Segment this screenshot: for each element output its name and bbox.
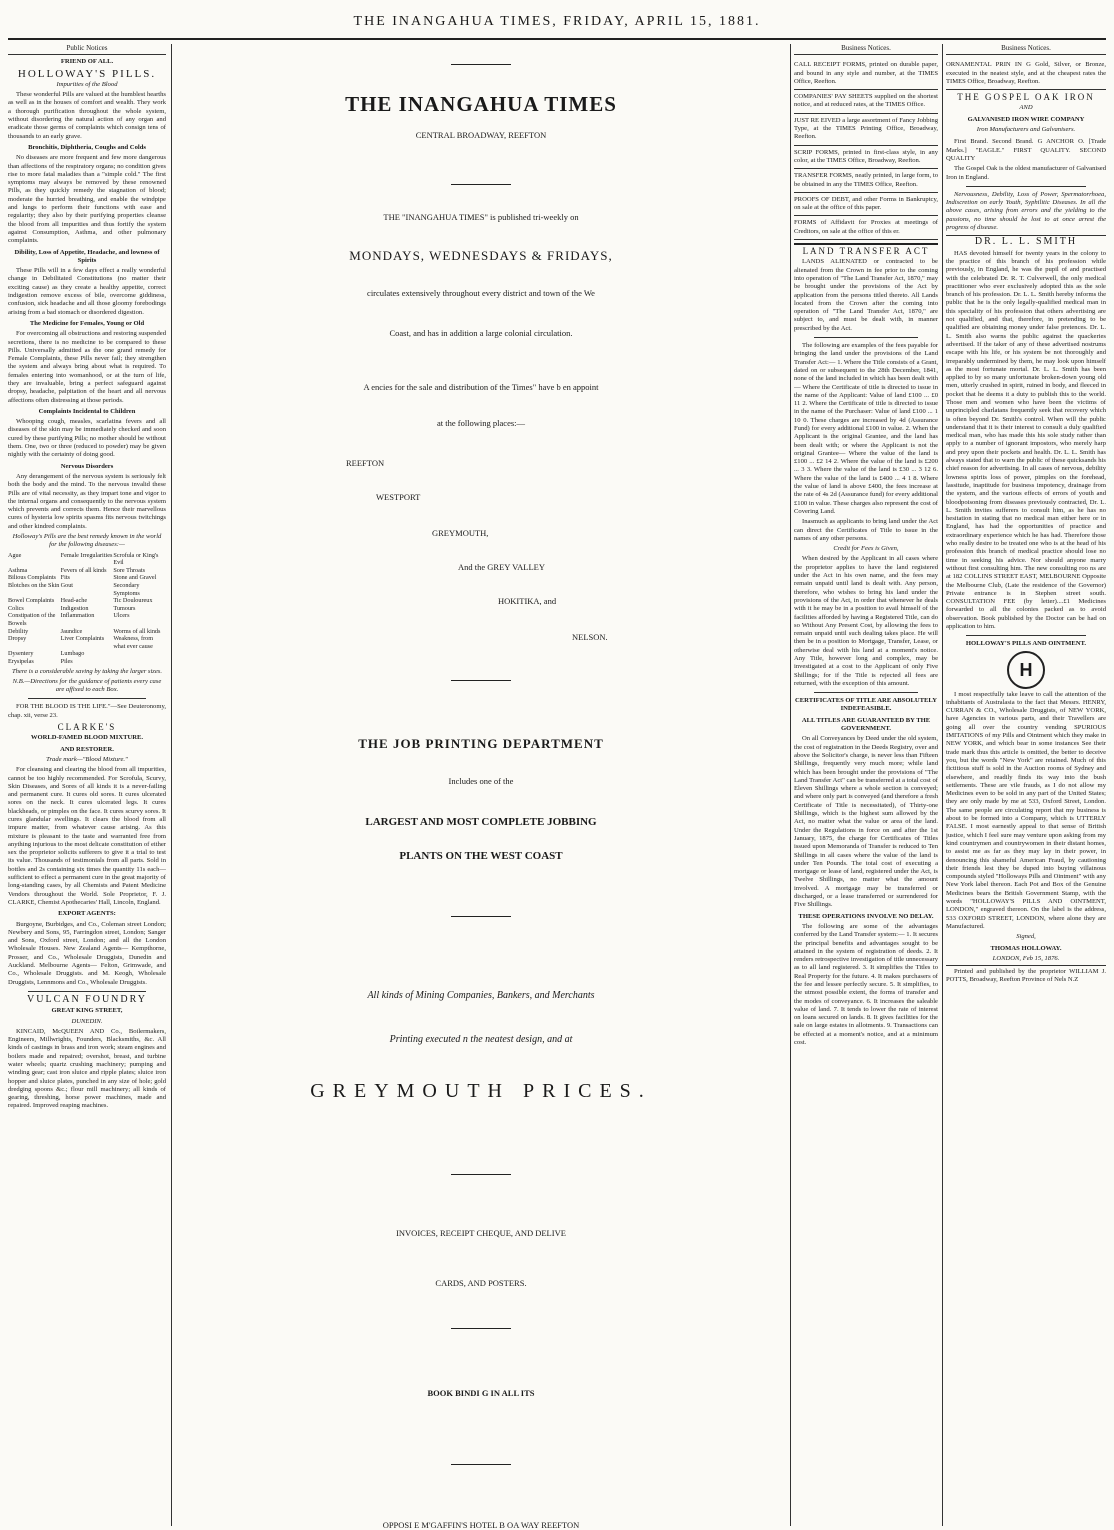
notices-list <box>794 58 938 240</box>
masthead-title: THE INANGAHUA TIMES, FRIDAY, APRIL 15, 1881. <box>353 14 761 29</box>
vulcan-heading: VULCAN FOUNDRY <box>27 993 147 1005</box>
signature: THOMAS HOLLOWAY. <box>990 944 1062 952</box>
place-reefton: REEFTON <box>346 458 385 468</box>
center-top-rule <box>451 64 511 65</box>
opposite-line: OPPOSI E M'GAFFIN'S HOTEL B OA WAY REEFTON <box>382 1520 580 1530</box>
separator <box>28 698 146 699</box>
place-westport: WESTPORT <box>376 492 421 502</box>
blood-life: FOR THE BLOOD IS THE LIFE."—See Deuteronomy, chap. xii, verse 23. <box>8 703 166 719</box>
operations-heading: THESE OPERATIONS INVOLVE NO DELAY. <box>798 912 934 920</box>
disease-item: Bowel Complaints <box>8 597 55 605</box>
ornamental-notice <box>946 58 1106 90</box>
bronchitis-heading: Bronchitis, Diphtheria, Coughs and Colds <box>28 143 146 151</box>
center-rule <box>451 1464 511 1465</box>
nervous-text: Any derangement of the nervous system is seriously felt both the body and the mind. To the nervous invalid these Pills are of vital necessity, as they impart tone and vigor to the internal organs and consequently to the nervous system which prevents and corrects them. Hence their marvellous cures of hysteria low spirits spasms fits nervous twitchings and other kindred complaints. <box>8 472 166 530</box>
disease-item: Asthma <box>8 566 28 574</box>
center-column <box>176 44 786 1530</box>
land-text: LANDS ALIENATED or contracted to be alienated from the Crown in fee prior to the coming into operation of "The Land Transfer Act, 1870," may be brought under the provisions of the Act by application from the persons titled thereto. All Lands located from the Crown after the coming into operation of "The Land Transfer Act, 1870," are subject to, and must be dealt with, in manner prescribed by the Act. <box>794 258 938 332</box>
left-column <box>8 44 166 1526</box>
diseases-table <box>8 552 166 666</box>
invoices-line: INVOICES, RECEIPT CHEQUE, AND DELIVE <box>396 1228 566 1238</box>
females-text: For overcoming all obstructions and restoring suspended secretions, there is no medicine to be compared to these Pills. Universally admitted as the one grand remedy for Female Complaints, these Pills never fail; they strengthen the system and always bring about what is required. To females entering into womanhood, or at the turn of life, they are invaluable, bring a perfect safeguard against dropsy, headache, palpitation of the heart and all nervous affections often distressing at those periods. <box>8 330 166 404</box>
disease-item: Bilious Complaints <box>8 574 56 582</box>
job-dept: THE JOB PRINTING DEPARTMENT <box>358 736 604 751</box>
center-address: CENTRAL BROADWAY, REEFTON <box>415 130 547 140</box>
disease-item: Head-ache <box>60 597 88 605</box>
disease-item: Colics <box>8 604 24 612</box>
gospel-and: AND <box>1019 104 1033 112</box>
center-title: THE INANGAHUA TIMES <box>345 92 617 116</box>
holloway-logo <box>946 651 1106 689</box>
separator <box>814 692 918 693</box>
signed: Signed, <box>1016 933 1036 941</box>
impurities-heading: Impurities of the Blood <box>56 80 118 88</box>
separator <box>966 186 1086 187</box>
greymouth-prices: GREYMOUTH PRICES. <box>310 1080 652 1102</box>
column-rule-1 <box>171 44 172 1526</box>
center-rule <box>451 184 511 185</box>
holloway-heading: HOLLOWAY'S PILLS. <box>17 67 157 80</box>
disease-item: Ague <box>8 551 22 559</box>
business-notice: TRANSFER FORMS, neatly printed, in large form, to be obtained in any the TIMES Office, Reefton. <box>794 169 938 193</box>
disease-item: Fevers of all kinds <box>60 566 107 574</box>
agents-text: Burgoyne, Burbidges, and Co., Coleman street London; Newbery and Sons, 95, Farringdon street, London; Sanger and Sons, Oxford street, London; and all the London Wholesale Houses. New Zealand Agents— Kempthorne, Prosser, and Co., Wholesale Druggists, Dunedin and Auckland. Melbourne Agents— Felton, Grimwade, and Co., Wholesale Druggists. and M. Keogh, Wholesale Druggists, Lennmons and Co., Wholesale Druggists. <box>8 920 166 986</box>
disease-item <box>113 650 166 658</box>
fourth-column-header: Business Notices. <box>946 44 1106 55</box>
nervous-heading: Nervous Disorders <box>60 462 114 470</box>
nervousness-text: Nervousness, Debility, Loss of Power, Spermatorrhoea, Indiscretion on early Youth, Syphilitic Diseases. In all the above cases, arising from errors and the yielding to the passions, no time should be lost to at once arrest the progress of disease. <box>946 190 1106 232</box>
disease-item: Weakness, from what ever cause <box>113 635 154 650</box>
guaranteed-heading: ALL TITLES ARE GUARANTEED BY THE GOVERNMENT. <box>801 716 931 733</box>
galvanised-line: GALVANISED IRON WIRE COMPANY <box>967 115 1085 123</box>
disease-item: Liver Complaints <box>60 635 105 643</box>
children-heading: Complaints Incidental to Children <box>38 407 136 415</box>
examples-text: The following are examples of the fees payable for bringing the land under the provisions of the Land Transfer Act:— 1. Where the Title consists of a Grant, dated on or subsequent to the 28th December, 1841, none of the land included in which has been dealt with— Where the Certificate of title is directed to issue in the name of the Applicant: Value of land £100 ... £0 11 2. Where the Certificate of title is directed to issue in the name of the Purchaser: Value of land £100 ... 1 10 0. These charges are increased by 4d (Assurance Fund) for every additional £100 in value. 2. When the Applicant is the original Grantee, and the land has been dealt with; or where the Applicant is not the original Grantee— Where the value of the land is £100 ... £2 14 2. Where the value of the land is £200 ... 3 3. Where the value of the land is £30 ... 3 12 6. Where the value of the land is £400 ... 4 1 8. Where the value of land is above £400, the fees increase at the rate of 4s 2d (Assurance fund) for every additional £100 in value. These charges also represent the cost of Covering Land. <box>794 342 938 515</box>
printing-line: Printing executed n the neatest design, and at <box>389 1034 573 1045</box>
disease-item: Piles <box>60 657 73 665</box>
center-rule <box>451 680 511 681</box>
considerable-saving: There is a considerable saving by taking the larger sizes. <box>11 667 163 675</box>
disease-item: Inflammation <box>60 612 95 620</box>
separator <box>28 991 146 992</box>
impurities-text: These wonderful Pills are valued at the humblest hearths as well as in the houses of comfort and wealth. They work a thorough purification throughout the whole system, without disordering the natural action of any organ and eradicate those germs of complaints which consign tens of thousands to an early grave. <box>8 91 166 140</box>
remedy-line: Holloway's Pills are the best remedy known in the world for the following diseases:— <box>12 533 162 549</box>
book-line: BOOK BINDI G IN ALL ITS <box>427 1388 535 1398</box>
imprint: Printed and published by the proprietor WILLIAM J. POTTS, Broadway, Reefton Province of Nels N.Z <box>946 965 1106 985</box>
cards-line: CARDS, AND POSTERS. <box>435 1278 527 1288</box>
certificates-heading: CERTIFICATES OF TITLE ARE ABSOLUTELY INDEFEASIBLE. <box>795 697 937 713</box>
brand-text: First Brand. Second Brand. G ANCHOR O. [Trade Marks.] "EAGLE." FIRST QUALITY. SECOND QUALITY <box>946 138 1106 162</box>
friend-heading: FRIEND OF ALL. <box>60 58 114 66</box>
coast-line: Coast, and has in addition a large colonial circulation. <box>389 328 573 338</box>
disease-item: Debility <box>8 627 29 635</box>
business-notice: SCRIP FORMS, printed in first-class style, in any color, at the TIMES Office, Broadway, Reefton. <box>794 146 938 170</box>
circulates-line: circulates extensively throughout every district and town of the We <box>367 288 595 298</box>
disease-item: Ulcers <box>113 612 130 620</box>
business-notice: COMPANIES' PAY SHEETS supplied on the shortest notice, and at reduced rates, at the TIMES Office. <box>794 90 938 114</box>
place-greymouth: GREYMOUTH, <box>432 528 489 538</box>
disease-item: Blotches on the Skin <box>8 582 60 589</box>
credit-text: When desired by the Applicant in all cases where the proprietor applies to have the land registered under the Act in his own name, and the fees may remain unpaid until land is dealt with. Any person, therefore, who wishes to bring his land under the provisions of the Act, in order that whenever he deals with it he may be in a position to avail himself of the facilities afforded by having a Registered Title, can do so Without Any Present Cost, by allowing the fees to remain unpaid until such dealing takes place. He will then be in a position to Mortgage, Transfer, Lease, or otherwise deal with his land at a moment's notice. Any Title, however long and complex, may be investigated at a cost to the Applicant of only Five Shillings; for if the Title is rejected all fees are returned, with the exception of this amount. <box>794 555 938 687</box>
masthead <box>0 0 1114 40</box>
business-notice: JUST RE EIVED a large assortment of Fancy Jobbing Type, at the TIMES Printing Office, Broadway, Reefton. <box>794 114 938 146</box>
debility-heading: Dibility, Loss of Appetite, Headache, and lowness of Spirits <box>14 248 160 264</box>
separator <box>966 635 1086 636</box>
disease-item: Constipation of the Bowels <box>8 612 56 627</box>
column-rule-3 <box>942 44 943 1526</box>
signature-date: LONDON, Feb 15, 1876. <box>992 954 1060 962</box>
smith-heading: DR. L. L. SMITH <box>946 235 1106 246</box>
kincaid-text: KINCAID, McQUEEN AND Co., Boilermakers, Engineers, Millwrights, Founders, Blacksmiths, &c. All kinds of castings in brass and iron work; steam engines and boilers made and repaired; overshot, breast, and turbine water wheels; quartz crushing machinery; pumping and winding gear; cast iron sluice and ripple plates; sluice iron hopper and sluice plates, punched in any size of hole; gold dredging spoons &c.; flour mill machinery; all kinds of gearing, threshing, horse power machines, made and repaired. Improved reaping machines. <box>8 1027 166 1110</box>
export-agents: EXPORT AGENTS: <box>58 910 116 918</box>
advantages-text: The following are some of the advantages conferred by the Land Transfer system:— 1. It secures the principal benefits and advantages sought to be attained in the system of registration of deeds. 2. It renders retrospective investigation of title unnecessary as to all land registered. 3. It simplifies the Titles to Real Property for the future. 4. It makes purchasers of the fee and lessee perfectly secure. 5. It simplifies, to the utmost possible extent, the forms of transfer and the modes of conveyance. 6. It increases the saleable value of land. 7. It tends to lower the rate of interest on loans secured on lands. 8. It gives facilities for the sale on large estates in allotments. 9. Transactions can be effected at a moment's notice, and at a minimum cost. <box>794 922 938 1047</box>
disease-item: Tic Douloureux <box>113 597 153 605</box>
separator <box>814 337 918 338</box>
clarkes-heading: CLARKE'S <box>57 722 117 733</box>
masthead-rule <box>8 38 1106 40</box>
left-column-header: Public Notices <box>8 44 166 55</box>
inasmuch-text: Inasmuch as applicants to bring land under the Act can direct the Certificates of Title to issue in the names of any other persons. <box>794 518 938 542</box>
holloway-logo-mark: H <box>1007 651 1045 689</box>
disease-item: Dysentery <box>8 650 34 658</box>
females-heading: The Medicine for Females, Young or Old <box>29 319 145 327</box>
business-notice: FORMS of Affidavit for Proxies at meetings of Creditors, on sale at the office of this er. <box>794 216 938 240</box>
debility-text: These Pills will in a few days effect a really wonderful change in Debilitated Constitutions (no matter their exciting cause) as they create a healthy appetite, correct indigestion remove excess of bile, overcome giddiness, confusion, sick headache and all those gloomy forebodings arising from a bad stomach or disordered digestion. <box>8 267 166 316</box>
disease-item <box>113 658 166 666</box>
agencies-line: A encies for the sale and distribution of the Times" have b en appoint <box>363 382 599 392</box>
holloway-pills-heading: HOLLOWAY'S PILLS AND OINTMENT. <box>965 640 1087 648</box>
published-line: THE "INANGAHUA TIMES" is published tri-weekly on <box>383 212 579 222</box>
manufacturers-line: Iron Manufacturers and Galvanisers. <box>976 126 1076 134</box>
place-nelson: NELSON. <box>572 632 608 642</box>
trade-mark: Trade mark—"Blood Mixture." <box>46 755 128 763</box>
disease-item: Sore Throats <box>113 566 146 574</box>
bronchitis-text: No diseases are more frequent and few more dangerous than affections of the respiratory organs; no condition gives rise to more fatal maladies than a "simple cold." The first symptoms may always be removed by these renowned Pills, as they quickly remedy the stagnation of blood; moderate the hurried breathing, and enable the windpipe and lungs to perform their functions with ease and regularity; they also by their purifying properties cleanse the blood from all impurities and thus fortify the system against Consumption, Asthma, and other pulmonary complaints. <box>8 154 166 245</box>
disease-item: Indigestion <box>60 604 89 612</box>
disease-item: Female Irregularities <box>60 551 113 559</box>
children-text: Whooping cough, measles, scarlatina fevers and all diseases of the skin may be immediately checked and soon cured by these purifying Pills; no mother should be without them. One, two or three (reduced to powder) may be given nightly with the certainty of doing good. <box>8 418 166 459</box>
third-column-header: Business Notices. <box>794 44 938 55</box>
places-line: at the following places:— <box>436 418 526 428</box>
holloway-pills-text: I most respectfully take leave to call the attention of the inhabitants of Australasia to the fact that Messrs. HENRY, CURRAN & CO., Wholesale Druggists, of NEW YORK, have Agencies in various parts, and their Travellers are going all over the country vending SPURIOUS IMITATIONS of my Pills and Ointment which they make in NEW YORK, and which bear in some instances See their trade mark thus this article is omitted, the better to deceive you, but the words "New York" are retained. Much of this fictitious stuff is sold in the Auction rooms of Sydney and elsewhere, and readily finds its way into the bush settlements. These are vile frauds, as I do not allow my Medicines even to be sold in any part of the United States; they are only made by me at 533, Oxford Street, London. The same people are circulating report that my business is about to be formed into a Company, which is UTTERLY FALSE. I most earnestly appeal to that sense of British justice, which I feel sure may venture upon asking from my kind countrymen and countrywomen in their distant homes, to assist me as far as they may lay in their power, in denouncing this shameful American Fraud, by cautioning their friends lest they be duped into buying villainous compounds styled "Holloways Pills and Ointment" with any New York label thereon. Each Pot and Box of the Genuine Medicines bears the British Government Stamp, with the words "HOLLOWAY'S PILLS AND OINTMENT, LONDON," engraved thereon. On the label is the address, 533 OXFORD STREET, LONDON, where alone they are Manufactured. <box>946 690 1106 930</box>
land-heading: LAND TRANSFER ACT <box>794 243 938 255</box>
guaranteed-text: On all Conveyances by Deed under the old system, the cost of registration in the Deeds Registry, over and above the Solicitor's charge, is never less than Fifteen Shillings, frequently very much more; while land which has been brought under the provisions of "The Land Transfer Act" can be transferred at a total cost of Eleven Shillings where a whole section is conveyed; and where only part is conveyed (and therefore a fresh Certificate of Title is necessitated), of Thirty-one Shillings, which is the highest sum allowed by the Act, no matter what the value or area of the land. Under the Regulations in force on and after the 1st January, 1875, the charge for Certificates of Titles issued upon Memoranda of Transfer is reduced to Ten Shillings in all cases where the value of the land is under Ten Pounds. The total cost of executing a mortgage or lease of land, registered under the Act, is Twelve Shillings, no matter what the amount involved. A mortgage may be transferred or discharged, or a lease transferred or surrendered for Five Shillings. <box>794 735 938 909</box>
disease-item: Secondary Symptoms <box>113 582 140 597</box>
disease-item: Erysipelas <box>8 657 34 665</box>
largest-line: LARGEST AND MOST COMPLETE JOBBING <box>365 816 597 828</box>
ornamental-text: ORNAMENTAL PRIN IN G Gold, Silver, or Bronze, executed in the neatest style, and at the cheapest rates the TIMES Office, Broadway, Reefton. <box>946 61 1106 85</box>
directions: N.B.—Directions for the guidance of patients every case are affixed to each Box. <box>12 677 162 694</box>
credit-heading: Credit for Fees is Given, <box>833 545 899 553</box>
disease-item: Stone and Gravel <box>113 574 157 582</box>
place-grey-valley: And the GREY VALLEY <box>458 562 545 572</box>
disease-item: Lumbago <box>60 650 85 658</box>
disease-item: Dropsy <box>8 635 27 643</box>
center-rule <box>451 1328 511 1329</box>
includes-line: Includes one of the <box>448 776 514 786</box>
disease-item: Gout <box>60 582 74 589</box>
gospel-note: The Gospel Oak is the oldest manufacturer of Galvanised Iron in England. <box>946 165 1106 181</box>
publication-days: MONDAYS, WEDNESDAYS & FRIDAYS, <box>349 248 613 263</box>
fourth-column <box>946 44 1106 1526</box>
disease-item: Worms of all kinds <box>113 627 161 635</box>
gospel-heading: THE GOSPEL OAK IRON <box>957 92 1095 103</box>
vulcan-city: DUNEDIN. <box>71 1017 103 1025</box>
vulcan-sub: GREAT KING STREET, <box>51 1007 123 1015</box>
plants-line: PLANTS ON THE WEST COAST <box>399 850 563 862</box>
center-rule <box>451 1174 511 1175</box>
business-notice: PROOFS OF DEBT, and other Forms in Bankruptcy, on sale at the office of this paper. <box>794 193 938 217</box>
clarkes-text: For cleansing and clearing the blood from all impurities, cannot be too highly recommended. For Scrofula, Scurvy, Skin Diseases, and Sores of all kinds it is a never-failing and permanent cure. It cures old sores. It cures ulcerated sores on the neck. It cures ulcerated legs. It cures blackheads, or pimples on the face. It cures scurvy sores. It cures glandular swellings. It clears the blood from all impure matter, from whatever cause arising. As this mixture is pleasant to the taste and warranted free from anything injurious to the most delicate constitution of either sex the proprietor solicits sufferers to give it a trial to test its value. Thousands of testimonials from all parts. Sold in bottles and 2s containing six times the quantity 11s each—sufficient to effect a permanent cure in the great majority of long-standing cases, by all Chemists and Patent Medicine Vendors throughout the World. Sole Proprietor, F. J. CLARKE, Chemist Apothecaries' Hall, Lincoln, England. <box>8 766 166 906</box>
business-notice: CALL RECEIPT FORMS, printed on durable paper, and bound in any style and number, at the TIMES Office, Reefton. <box>794 58 938 90</box>
place-hokitika: HOKITIKA, and <box>498 596 557 606</box>
restorer: AND RESTORER. <box>60 745 114 753</box>
third-column <box>794 44 938 1526</box>
clarkes-sub: WORLD-FAMED BLOOD MIXTURE. <box>30 734 144 742</box>
disease-item: Fits <box>60 574 70 582</box>
disease-item: Tumours <box>113 604 136 612</box>
mining-line: All kinds of Mining Companies, Bankers, and Merchants <box>367 990 595 1001</box>
disease-item: Jaundice <box>60 627 83 635</box>
disease-item: Scrofula or King's Evil <box>113 551 159 567</box>
center-rule <box>451 916 511 917</box>
column-rule-2 <box>790 44 791 1526</box>
smith-text: HAS devoted himself for twenty years in the colony to the practice of this branch of his profession while previously, in England, he was the pupil of and practised with the celebrated Dr. R. T. Culverwell, the only medical practitioner who ever exclusively adopted this as the sole branch of his profession. Dr. L. L. Smith hereby informs the public that he is the only legally-qualified medical man in this speciality of his profession that others advertising are not qualified, and that, therefore, in pretending to be qualified are obtaining money under false pretences. Dr. L. L. Smith also warns the public against the quackeries advertised. If the taker of any of these advertised nostrums escape with his life, or his system be not thoroughly and irreparably undermined by them, he may look upon himself as the most fortunate mortal. Dr. L. L. Smith has been applied to by so many unfortunate broken-down young old men, utterly crushed in spirit, ruined in body, and fleeced in pocket that he deems it a duty to publish this to the world. Those men and women who have been the victims of unprincipled charlatans frequently seek that recovery which is often beyond Dr. Smith's control. When will the public understand that it is their interest to consult a duly qualified medical man, who has made this his sole study rather than apply to a number of ignorant impostors, who merely harp and prey upon their pockets and health. Dr. L. L. Smith has always stated that to warn the public of these quicksands his chief reason for advertising. In all cases of nervous, debility lowness spirits loss of power, pimples on the forehead, lassitude, inaptitude for business impotency, drainage from the system, and the various effects of errors of youth and bloodpoisoning from diseases previously contracted, Dr. L. L. Smith invites sufferers to consult him, as he has no hesitation in stating that no medical man either here or in England, has had the opportunities of practice and extraordinary experience which he has had. Therefore those who really desire to be treated one who is at the head of his profession this branch of medical practice should lose no time in seeking his advice. Nor should anyone marry without first consulting him. The new consulting roo ns are at 182 COLLINS STREET EAST, MELBOURNE Opposite the Melbourne Club, (Late the residence of the Governor) Private entrance is in Stephen street south. CONSULTATION FEE (by letter)....£1 Medicines forwarded to all the colonies packed as to avoid observation. Book published by the Doctor can be had on application to him. <box>946 249 1106 630</box>
